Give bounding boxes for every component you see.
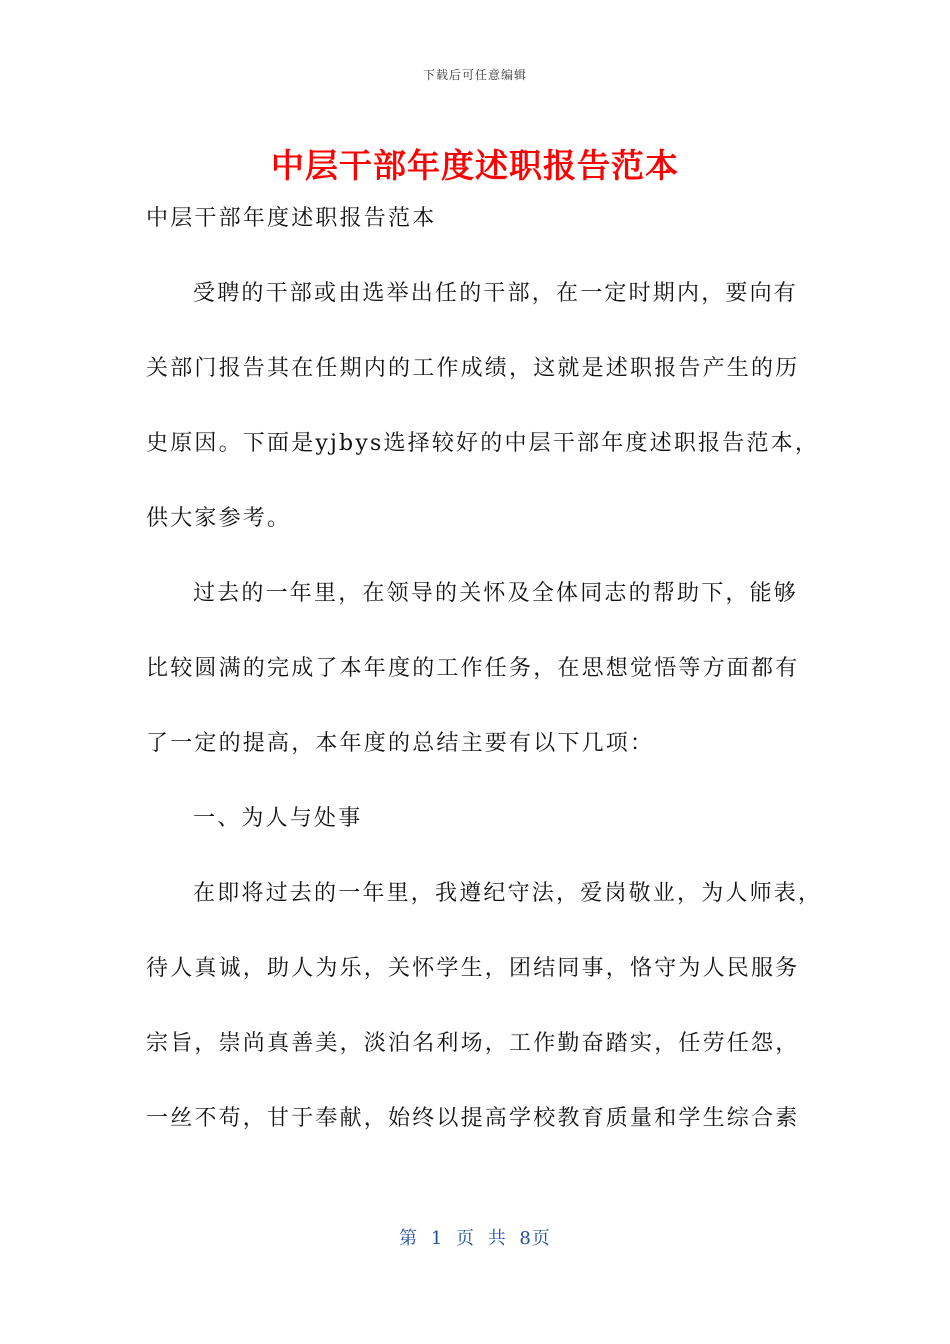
body-line: 了一定的提高，本年度的总结主要有以下几项： xyxy=(146,731,655,756)
body-line: 一丝不苟，甘于奉献，始终以提高学校教育质量和学生综合素 xyxy=(146,1106,800,1131)
page-indicator: 第 1 页 共 8页 xyxy=(399,1228,551,1249)
header-note: 下载后可任意编辑 xyxy=(422,68,527,82)
body-line: 受聘的干部或由选举出任的干部，在一定时期内，要向有 xyxy=(193,281,799,306)
body-line: 中层干部年度述职报告范本 xyxy=(146,206,437,231)
body-line: 供大家参考。 xyxy=(146,506,292,531)
body-line: 关部门报告其在任期内的工作成绩，这就是述职报告产生的历 xyxy=(146,356,800,381)
body-line: 宗旨，崇尚真善美，淡泊名利场，工作勤奋踏实，任劳任怨， xyxy=(146,1031,800,1056)
document-body xyxy=(146,196,823,1171)
body-line: 在即将过去的一年里，我遵纪守法，爱岗敬业，为人师表， xyxy=(193,881,823,906)
document-title: 中层干部年度述职报告范本 xyxy=(271,146,679,185)
section-heading: 一、为人与处事 xyxy=(193,806,363,831)
body-line: 待人真诚，助人为乐，关怀学生，团结同事，恪守为人民服务 xyxy=(146,956,800,981)
body-line: 比较圆满的完成了本年度的工作任务，在思想觉悟等方面都有 xyxy=(146,656,800,681)
body-line: 史原因。下面是yjbys选择较好的中层干部年度述职报告范本， xyxy=(146,431,820,456)
body-line: 过去的一年里，在领导的关怀及全体同志的帮助下，能够 xyxy=(193,581,799,606)
